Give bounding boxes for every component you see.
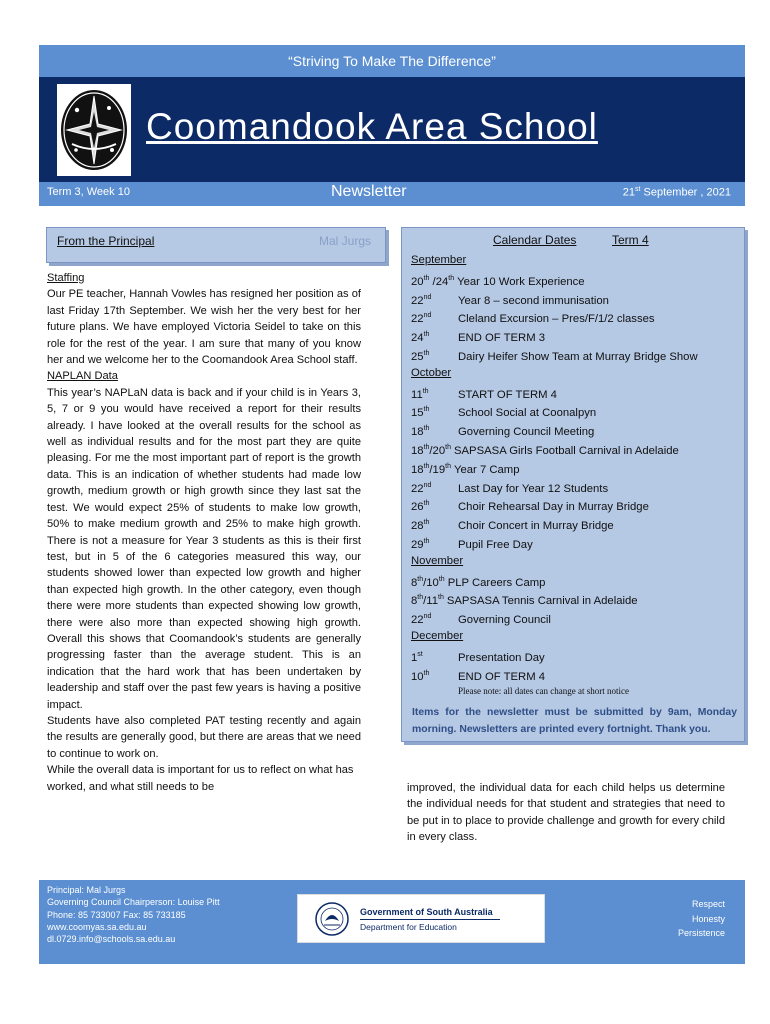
footer-contact xyxy=(47,884,220,945)
naplan-heading: NAPLAN Data xyxy=(47,370,118,383)
calendar-submission-note: Items for the newsletter must be submitted by 9am, Monday morning. Newsletters are printed every fortnight. Thank you. xyxy=(412,707,737,735)
calendar-event: 26th Choir Rehearsal Day in Murray Bridge xyxy=(411,500,649,514)
calendar-title: Calendar Dates xyxy=(493,233,577,247)
calendar-event: 18th Governing Council Meeting xyxy=(411,425,595,438)
footer-phone: Phone: 85 733007 Fax: 85 733185 xyxy=(47,909,186,920)
naplan-text: This year’s NAPLaN data is back and if your child is in Years 3, 5, 7 or 9 you would have received a report for their results already. I have looked at the overall results for the school as well as individual results and for the most part they are quite pleasing. For me the most important part of report is the growth data. This is an indication of whether students had made low growth, medium growth or high growth since they last sat the test. We would expect 25% of students to make low growth, 50% to make medium growth and 25% to make high growth. There is not a measure for Year 3 students as this is their first test, but in 5 of the 6 categories measured this way, our students showed lower than expected low growth and higher than expected high growth. In the other category, even though there were more students than expected showing low growth, there were also more than expected showing high growth. Overall this shows that Coomandook’s students are generally progressing faster than the average student. This is an indication that the hard work that has been undertaken by leadership and staff over the past few years is having a positive impact. xyxy=(47,386,361,711)
calendar-box xyxy=(401,227,745,742)
school-values xyxy=(678,897,725,941)
calendar-note: Please note: all dates can change at short notice xyxy=(458,686,629,697)
calendar-list xyxy=(411,251,741,699)
calendar-event: 29th Pupil Free Day xyxy=(411,537,533,551)
calendar-event: 8th/11th SAPSASA Tennis Carnival in Adelaide xyxy=(411,594,638,608)
value-respect: Respect xyxy=(691,899,725,909)
month-december: December xyxy=(411,629,464,642)
school-logo xyxy=(57,84,131,176)
motto-bar xyxy=(39,45,745,77)
calendar-event: 8th/10th PLP Careers Camp xyxy=(411,575,546,589)
calendar-term: Term 4 xyxy=(612,233,649,247)
principal-name: Mal Jurgs xyxy=(318,234,371,248)
calendar-event: 1st Presentation Day xyxy=(411,650,545,664)
staffing-text: Our PE teacher, Hannah Vowles has resigned her position as of last Friday 17th September. We wish her the very best for her future plans. We have employed Victoria Seidel to take on this role for the rest of the year. I am sure that many of you know her and we welcome her to the Coomandook Area School staff. xyxy=(47,288,361,367)
calendar-event: 22nd Year 8 – second immunisation xyxy=(411,293,609,307)
calendar-event: 20th /24th Year 10 Work Experience xyxy=(411,274,585,288)
value-persistence: Persistence xyxy=(677,928,725,938)
divider xyxy=(360,919,500,920)
calendar-event: 25th Dairy Heifer Show Team at Murray Bridge Show xyxy=(411,349,698,363)
school-crest-icon xyxy=(57,84,131,176)
newsletter-title: Newsletter xyxy=(331,183,407,200)
footer-website-link[interactable]: www.coomyas.sa.edu.au xyxy=(47,921,147,932)
school-name: Coomandook Area School xyxy=(146,106,598,147)
calendar-event: 18th/20th SAPSASA Girls Football Carnival in Adelaide xyxy=(411,443,679,457)
calendar-event: 15th School Social at Coonalpyn xyxy=(411,406,597,420)
issue-date: 21st September , 2021 xyxy=(622,186,731,199)
calendar-event: 22nd Governing Council xyxy=(411,613,551,626)
government-name: Government of South Australia xyxy=(360,907,493,917)
month-october: October xyxy=(411,366,452,379)
month-september: September xyxy=(411,254,467,266)
principal-article xyxy=(47,270,361,795)
principal-section-title: From the Principal xyxy=(57,234,155,248)
calendar-event: 10th END OF TERM 4 xyxy=(411,669,546,683)
term-week: Term 3, Week 10 xyxy=(47,186,130,198)
department-name: Department for Education xyxy=(360,922,457,932)
info-bar xyxy=(39,182,745,206)
footer-chairperson: Governing Council Chairperson: Louise Pitt xyxy=(47,897,220,908)
footer-bar xyxy=(39,880,745,964)
footer-principal: Principal: Mal Jurgs xyxy=(47,885,126,895)
calendar-event: 22nd Last Day for Year 12 Students xyxy=(411,481,609,495)
footer-email-link[interactable]: dl.0729.info@schools.sa.edu.au xyxy=(47,934,176,945)
calendar-event: 18th/19th Year 7 Camp xyxy=(411,462,520,476)
calendar-event: 24th END OF TERM 3 xyxy=(411,331,546,344)
principal-header xyxy=(46,227,386,263)
staffing-heading: Staffing xyxy=(47,272,85,284)
article-continued: improved, the individual data for each child helps us determine the individual needs for that student and strategies that need to be put in to place to provide challenge and growth for every child in every class. xyxy=(407,782,725,844)
value-honesty: Honesty xyxy=(691,913,725,924)
government-logo xyxy=(297,894,545,943)
calendar-event: 28th Choir Concert in Murray Bridge xyxy=(411,519,614,532)
government-crest-icon xyxy=(314,901,350,937)
motto: “Striving To Make The Difference” xyxy=(288,53,496,69)
month-november: November xyxy=(411,554,464,567)
overall-text: While the overall data is important for us to reflect on what has worked, and what still needs to be xyxy=(47,764,354,793)
calendar-event: 22nd Cleland Excursion – Pres/F/1/2 classes xyxy=(411,312,655,326)
pat-text: Students have also completed PAT testing recently and again the results are generally good, but there are areas that we need to continue to work on. xyxy=(47,714,361,760)
calendar-event: 11th START OF TERM 4 xyxy=(411,387,557,401)
